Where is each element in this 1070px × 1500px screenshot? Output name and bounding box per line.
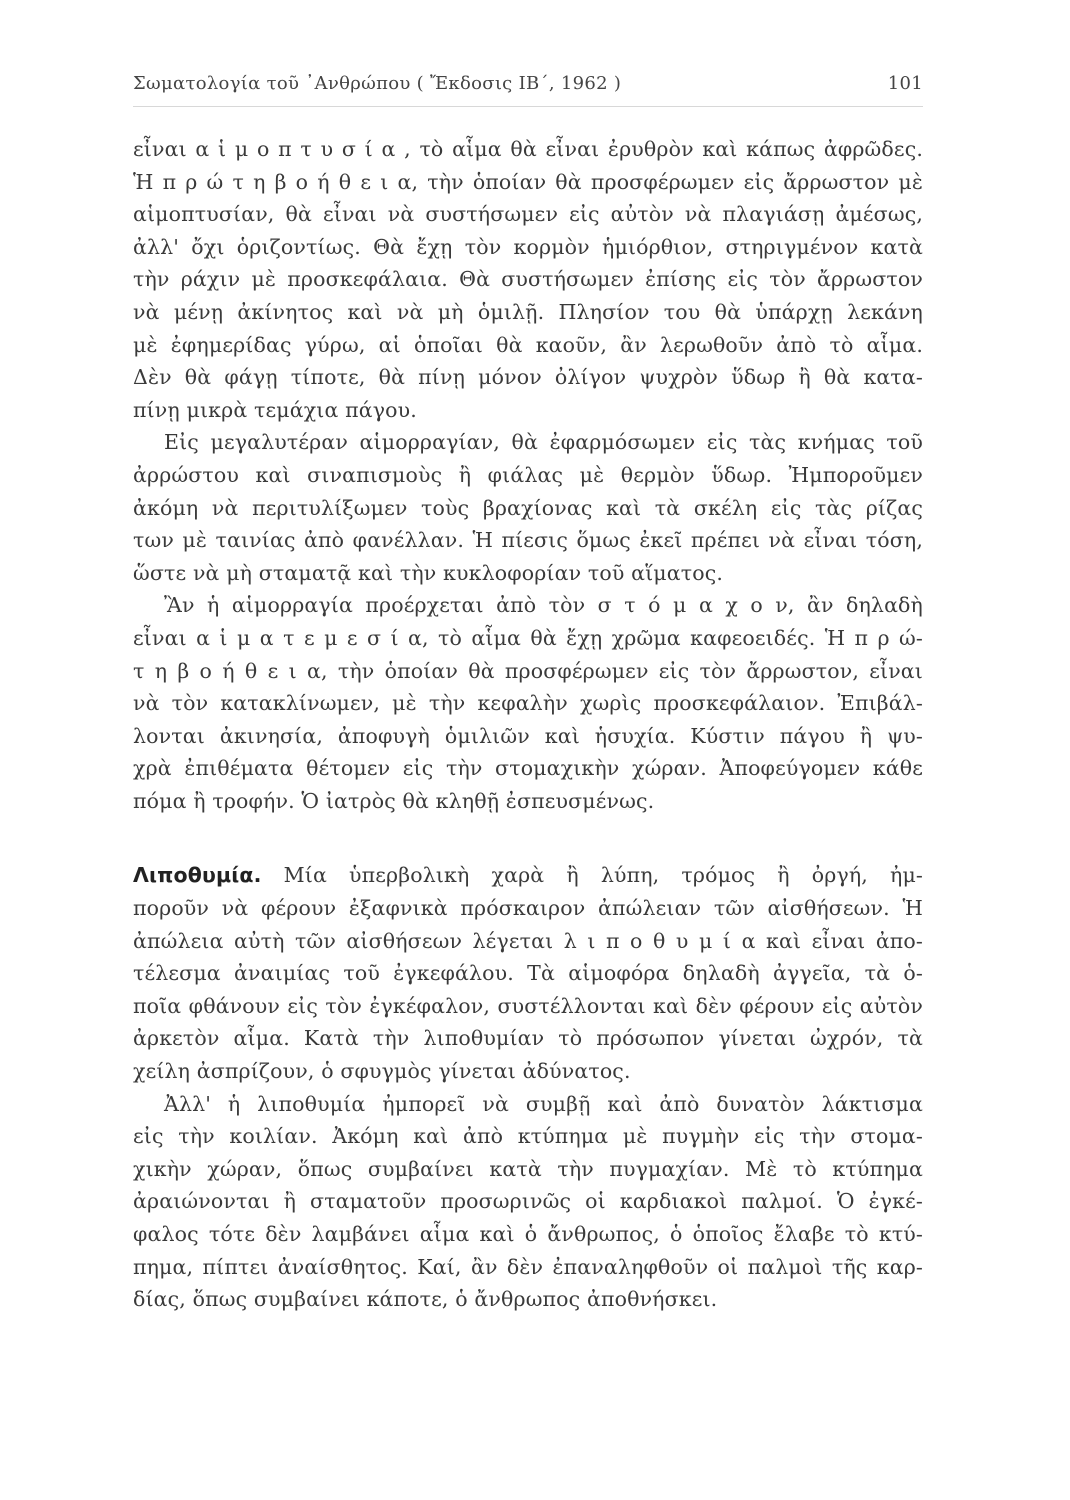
text-line: φαλος τότε δὲν λαμβάνει αἷμα καὶ ὁ ἄνθρωπος, ὁ ὁποῖος ἔλαβε τὸ κτύ-: [133, 1222, 923, 1246]
text-line: πημα, πίπτει ἀναίσθητος. Καί, ἂν δὲν ἐπαναληφθοῦν οἱ παλμοὶ τῆς καρ-: [133, 1254, 923, 1279]
text-line: Ἂν ἡ αἱμορραγία προέρχεται ἀπὸ τὸν σ τ ό μ α χ ο ν, ἂν δηλαδὴ: [164, 593, 923, 618]
text-line: ὥστε νὰ μὴ σταματᾷ καὶ τὴν κυκλοφορίαν τοῦ αἵματος.: [133, 560, 724, 585]
text-line: χρὰ ἐπιθέματα θέτομεν εἰς τὴν στομαχικὴν χώραν. Ἀποφεύγομεν κάθε: [133, 756, 923, 781]
text-line: εἶναι α ἱ μ ο π τ υ σ ί α , τὸ αἷμα θὰ εἶναι ἐρυθρὸν καὶ κάπως ἀφρῶδες.: [133, 137, 923, 161]
text-line: χείλη ἀσπρίζουν, ὁ σφυγμὸς γίνεται ἀδύνατος.: [133, 1059, 631, 1084]
text-line: ἀπώλεια αὐτὴ τῶν αἰσθήσεων λέγεται λ ι π ο θ υ μ ί α καὶ εἶναι ἀπο-: [133, 928, 923, 953]
book-page: [133, 66, 923, 1316]
text-line: Δὲν θὰ φάγῃ τίποτε, θὰ πίνῃ μόνον ὀλίγον ψυχρὸν ὕδωρ ἢ θὰ κατα-: [133, 365, 923, 390]
text-line: [133, 859, 923, 892]
page-number: 101: [887, 73, 923, 94]
section-fainting: [133, 859, 923, 1087]
text-line: τ η β ο ή θ ε ι α, τὴν ὁποίαν θὰ προσφέρωμεν εἰς τὸν ἄρρωστον, εἶναι: [133, 658, 923, 683]
text-line: ἀκόμη νὰ περιτυλίξωμεν τοὺς βραχίονας καὶ τὰ σκέλη εἰς τὰς ρίζας: [133, 495, 923, 520]
paragraph-hematemesis: [133, 589, 923, 817]
text-line: ἀραιώνονται ἢ σταματοῦν προσωρινῶς οἱ καρδιακοὶ παλμοί. Ὁ ἐγκέ-: [133, 1189, 923, 1214]
text-line: ποῖα φθάνουν εἰς τὸν ἐγκέφαλον, συστέλλονται καὶ δὲν φέρουν εἰς αὐτὸν: [133, 993, 923, 1018]
text-line: λονται ἀκινησία, ἀποφυγὴ ὁμιλιῶν καὶ ἡσυχία. Κύστιν πάγου ἢ ψυ-: [133, 723, 923, 748]
text-line: δίας, ὅπως συμβαίνει κάποτε, ὁ ἄνθρωπος ἀποθνήσκει.: [133, 1287, 718, 1312]
text-line: εἰς τὴν κοιλίαν. Ἀκόμη καὶ ἀπὸ κτύπημα μὲ πυγμὴν εἰς τὴν στομα-: [133, 1124, 923, 1149]
text-line: Ἡ π ρ ώ τ η β ο ή θ ε ι α, τὴν ὁποίαν θὰ προσφέρωμεν εἰς ἄρρωστον μὲ: [133, 169, 923, 194]
text-line: εἶναι α ἱ μ α τ ε μ ε σ ί α, τὸ αἷμα θὰ ἔχῃ χρῶμα καφεοειδές. Ἡ π ρ ώ-: [133, 625, 923, 650]
text-line: πίνῃ μικρὰ τεμάχια πάγου.: [133, 397, 417, 422]
text-line: μὲ ἐφημερίδας γύρω, αἱ ὁποῖαι θὰ καοῦν, ἂν λερωθοῦν ἀπὸ τὸ αἷμα.: [133, 332, 923, 357]
running-title: Σωματολογία τοῦ ᾿Ανθρώπου ( Ἔκδοσις ΙΒ΄, 1962 ): [133, 73, 622, 94]
paragraph-larger-hemorrhage: [133, 426, 923, 589]
text-line: νὰ τὸν κατακλίνωμεν, μὲ τὴν κεφαλὴν χωρὶς προσκεφάλαιον. Ἐπιβάλ-: [133, 691, 923, 716]
text-line: Ἀλλ' ἡ λιποθυμία ἠμπορεῖ νὰ συμβῇ καὶ ἀπὸ δυνατὸν λάκτισμα: [164, 1091, 923, 1116]
text-line: των μὲ ταινίας ἀπὸ φανέλλαν. Ἡ πίεσις ὅμως ἐκεῖ πρέπει νὰ εἶναι τόση,: [133, 528, 923, 553]
text-line: αἱμοπτυσίαν, θὰ εἶναι νὰ συστήσωμεν εἰς αὐτὸν νὰ πλαγιάσῃ ἀμέσως,: [133, 202, 923, 227]
text-line: τὴν ράχιν μὲ προσκεφάλαια. Θὰ συστήσωμεν ἐπίσης εἰς τὸν ἄρρωστον: [133, 267, 923, 292]
text-line: πόμα ἢ τροφήν. Ὁ ἰατρὸς θὰ κληθῇ ἐσπευσμένως.: [133, 788, 655, 813]
text-line: νὰ μένῃ ἀκίνητος καὶ νὰ μὴ ὁμιλῇ. Πλησίον του θὰ ὑπάρχῃ λεκάνη: [133, 299, 923, 324]
text-line: τέλεσμα ἀναιμίας τοῦ ἐγκεφάλου. Τὰ αἱμοφόρα δηλαδὴ ἀγγεῖα, τὰ ὁ-: [133, 961, 923, 986]
text-line: ποροῦν νὰ φέρουν ἐξαφνικὰ πρόσκαιρον ἀπώλειαν τῶν αἰσθήσεων. Ἡ: [133, 896, 923, 921]
paragraph-hemoptysis-first-aid: [133, 133, 923, 426]
header-rule: [133, 106, 923, 107]
section-first-line: Μία ὑπερβολικὴ χαρὰ ἢ λύπη, τρόμος ἢ ὀργή, ἠμ-: [283, 863, 923, 888]
text-line: Εἰς μεγαλυτέραν αἱμορραγίαν, θὰ ἐφαρμόσωμεν εἰς τὰς κνήμας τοῦ: [164, 430, 923, 455]
page-header: [133, 66, 923, 102]
paragraph-fainting-causes: [133, 1088, 923, 1316]
text-line: ἀρρώστου καὶ σιναπισμοὺς ἢ φιάλας μὲ θερμὸν ὕδωρ. Ἠμποροῦμεν: [133, 462, 923, 487]
text-line: χικὴν χώραν, ὅπως συμβαίνει κατὰ τὴν πυγμαχίαν. Μὲ τὸ κτύπημα: [133, 1156, 923, 1181]
section-spacer: [133, 817, 923, 859]
text-line: ἀρκετὸν αἷμα. Κατὰ τὴν λιποθυμίαν τὸ πρόσωπον γίνεται ὠχρόν, τὰ: [133, 1026, 923, 1051]
text-line: ἀλλ' ὄχι ὁριζοντίως. Θὰ ἔχῃ τὸν κορμὸν ἡμιόρθιον, στηριγμένον κατὰ: [133, 234, 923, 259]
section-title: Λιποθυμία.: [133, 863, 262, 888]
